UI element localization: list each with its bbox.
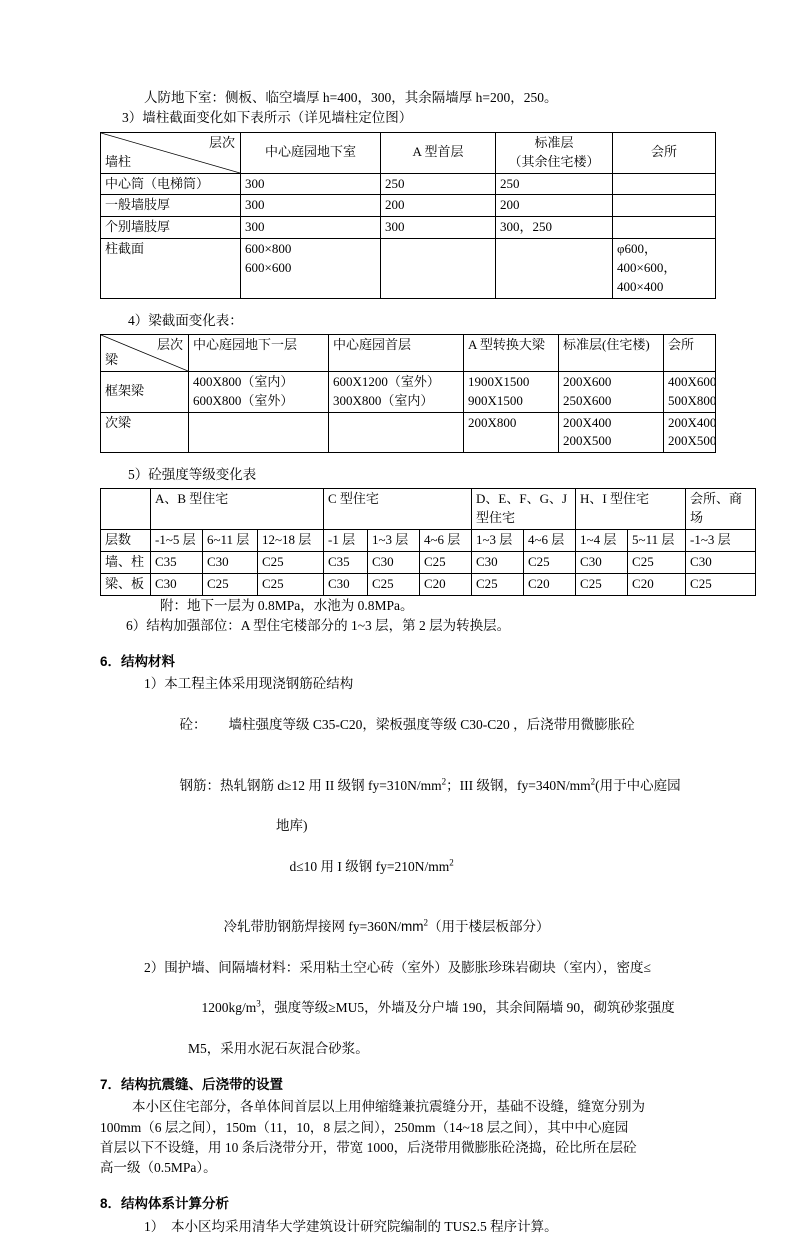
floor-cell: 1~3 层 [472, 530, 524, 552]
cell-special-standard: 300，250 [496, 217, 613, 239]
cell-secondary-transfer-l1: 200X800 [468, 414, 517, 430]
cell-frame-basement1-l2: 600X800（室外） [193, 392, 294, 408]
item-4-title: 4）梁截面变化表： [128, 312, 243, 328]
concrete-grade-table [100, 488, 756, 595]
grade-cell: C35 [151, 551, 203, 573]
grade-cell: C20 [420, 573, 472, 595]
rebar-line1-part-a: 热轧钢筋 d≥12 用 II 级钢 fy=310N/mm [220, 777, 442, 793]
row-label-wall-column: 墙、柱 [101, 551, 151, 573]
rebar-spec-line-1 [100, 755, 715, 816]
concrete-spec-label: 砼： [179, 716, 207, 732]
cell-column-basement-l1: 600×800 [245, 241, 292, 257]
row-label-floors: 层数 [101, 530, 151, 552]
grade-cell: C25 [258, 573, 324, 595]
item2-density-pre: 1200kg/m [201, 1000, 257, 1016]
floor-cell: 4~6 层 [524, 530, 576, 552]
row-label-secondary-beam: 次梁 [101, 412, 189, 453]
section-6-item-2-line-1: 2）围护墙、间隔墙材料：采用粘土空心砖（室外）及膨胀珍珠岩砌块（室内），密度≤ [144, 959, 651, 975]
table-floors-row [101, 530, 756, 552]
grade-cell: C25 [258, 551, 324, 573]
floor-cell: 5~11 层 [628, 530, 686, 552]
floor-cell: -1~3 层 [686, 530, 756, 552]
concrete-spec-text: 墙柱强度等级 C35-C20，梁板强度等级 C30-C20 ，后浇带用微膨胀砼 [228, 716, 635, 732]
rebar-line4-superscript: 2 [423, 917, 428, 928]
cell-frame-clubhouse-l1: 400X600 [668, 373, 717, 389]
grade-cell: C25 [576, 573, 628, 595]
cell-secondary-clubhouse [664, 412, 716, 453]
table-row [101, 239, 716, 299]
cell-secondary-basement1 [189, 412, 329, 453]
floor-cell: 6~11 层 [203, 530, 258, 552]
table-row [101, 195, 716, 217]
grade-cell: C20 [628, 573, 686, 595]
table-header-row [101, 132, 716, 173]
cell-general-standard: 200 [496, 195, 613, 217]
row-label-beam-slab: 梁、板 [101, 573, 151, 595]
section-7-number: 7． [100, 1077, 122, 1093]
section-6-number: 6． [100, 654, 122, 670]
cell-frame-clubhouse [664, 371, 716, 412]
cell-frame-transfer-l1: 1900X1500 [468, 373, 530, 389]
rebar-line4-part-a: 冷轧带肋钢筋焊接网 fy=360N/ [223, 919, 401, 935]
section-7-heading [100, 1075, 715, 1095]
section-7-paragraph-line-4: 高一级（0.5MPa）。 [100, 1160, 217, 1176]
cell-frame-standard [559, 371, 664, 412]
rebar-spec-label: 钢筋： [179, 777, 220, 793]
section-7-paragraph-line-3: 首层以下不设缝，用 10 条后浇带分开，带宽 1000，后浇带用微膨胀砼浇捣，砼比所在层砼 [100, 1139, 637, 1155]
table-header-row [101, 334, 716, 371]
cell-general-aground: 200 [381, 195, 496, 217]
item2-density-superscript: 3 [256, 998, 261, 1009]
cell-secondary-standard-l2: 200X500 [563, 433, 612, 449]
table-group-header-row [101, 489, 756, 530]
grade-cell: C20 [524, 573, 576, 595]
cell-special-aground: 300 [381, 217, 496, 239]
header-cell-standard-floor [496, 132, 613, 173]
cell-secondary-standard-l1: 200X400 [563, 414, 612, 430]
grade-cell: C25 [686, 573, 756, 595]
rebar-spec-line-4 [100, 897, 715, 958]
grade-cell: C30 [151, 573, 203, 595]
rebar-line4-part-c: （用于楼层板部分） [427, 919, 550, 935]
grade-cell: C30 [472, 551, 524, 573]
row-label-special-wall: 个别墙肢厚 [101, 217, 241, 239]
corner-top-label: 层次 [156, 336, 183, 352]
grade-cell: C25 [472, 573, 524, 595]
section-6-item-1: 1）本工程主体采用现浇钢筋砼结构 [144, 676, 354, 692]
section-7-paragraph-line-1: 本小区住宅部分，各单体间首层以上用伸缩缝兼抗震缝分开，基础不设缝，缝宽分别为 [132, 1099, 645, 1115]
grade-cell: C25 [628, 551, 686, 573]
section-8-title: 结构体系计算分析 [121, 1196, 230, 1212]
row-label-frame-beam: 框架梁 [101, 371, 189, 412]
cell-column-clubhouse [613, 239, 716, 299]
header-standard-sub: （其余住宅楼） [508, 153, 600, 169]
cell-general-basement: 300 [241, 195, 381, 217]
table-row [101, 573, 756, 595]
section-6-item-2-line-3: M5，采用水泥石灰混合砂浆。 [188, 1040, 369, 1056]
floor-cell: 1~3 层 [368, 530, 420, 552]
cell-frame-ground [329, 371, 464, 412]
section-6-item-2-line-2 [100, 978, 715, 1039]
cell-column-aground [381, 239, 496, 299]
header-cell-basement1: 中心庭园地下一层 [189, 334, 329, 371]
rebar-line1-superscript-1: 2 [441, 776, 447, 787]
cell-special-clubhouse [613, 217, 716, 239]
concrete-grade-table-wrapper [100, 488, 743, 595]
corner-bottom-label: 墙柱 [105, 153, 132, 169]
cell-frame-standard-l1: 200X600 [563, 373, 612, 389]
group-header-ab: A、B 型住宅 [151, 489, 324, 530]
cell-secondary-clubhouse-l1: 200X400 [668, 414, 717, 430]
section-8-heading [100, 1194, 715, 1214]
cell-general-clubhouse [613, 195, 716, 217]
floor-cell: 1~4 层 [576, 530, 628, 552]
rebar-line1-part-b: ；III 级钢，fy=340N/mm [446, 777, 591, 793]
item-5-title: 5）砼强度等级变化表 [128, 467, 257, 483]
corner-bottom-label: 梁 [105, 351, 119, 367]
beam-table-wrapper [100, 334, 715, 453]
cell-column-basement [241, 239, 381, 299]
rebar-line1-part-c: (用于中心庭园 [595, 777, 681, 793]
header-cell-a-ground: A 型首层 [381, 132, 496, 173]
corner-empty-cell [101, 489, 151, 530]
cell-frame-ground-l1: 600X1200（室外） [333, 373, 440, 389]
cell-column-clubhouse-l1: φ600，400×600， [617, 241, 677, 275]
group-header-hi: H、I 型住宅 [576, 489, 686, 530]
rebar-line1-superscript-2: 2 [590, 776, 596, 787]
cell-frame-standard-l2: 250X600 [563, 392, 612, 408]
section-8-number: 8． [100, 1196, 122, 1212]
wall-column-table [100, 132, 716, 299]
row-label-column-section: 柱截面 [101, 239, 241, 299]
cell-column-standard [496, 239, 613, 299]
floor-cell: -1~5 层 [151, 530, 203, 552]
grade-cell: C30 [686, 551, 756, 573]
section-7-title: 结构抗震缝、后浇带的设置 [121, 1077, 284, 1093]
header-standard-main: 标准层 [534, 134, 574, 150]
corner-top-label: 层次 [208, 134, 235, 150]
header-cell-clubhouse: 会所 [613, 132, 716, 173]
intro-paragraph: 人防地下室：侧板、临空墙厚 h=400，300，其余隔墙厚 h=200，250。 [144, 90, 558, 105]
row-label-core-tube: 中心筒（电梯筒） [101, 173, 241, 195]
corner-diagonal-cell [101, 132, 241, 173]
row-label-general-wall: 一般墙肢厚 [101, 195, 241, 217]
grade-cell: C25 [524, 551, 576, 573]
cell-core-standard: 250 [496, 173, 613, 195]
beam-table [100, 334, 716, 453]
cell-frame-transfer-l2: 900X1500 [468, 392, 523, 408]
concrete-spec-line [100, 695, 715, 756]
cell-column-basement-l2: 600×600 [245, 259, 292, 275]
header-cell-transfer-beam: A 型转换大梁 [464, 334, 559, 371]
grade-cell: C30 [324, 573, 368, 595]
table-row [101, 551, 756, 573]
header-cell-standard-residential: 标准层(住宅楼) [559, 334, 664, 371]
cell-secondary-standard [559, 412, 664, 453]
cell-core-clubhouse [613, 173, 716, 195]
rebar-spec-line-3 [100, 836, 715, 897]
header-cell-courtyard-ground: 中心庭园首层 [329, 334, 464, 371]
rebar-line3-part-a: d≤10 用 I 级钢 fy=210N/mm [289, 858, 450, 874]
rebar-line4-unit: mm [400, 919, 424, 935]
corner-diagonal-cell [101, 334, 189, 371]
header-cell-clubhouse: 会所 [664, 334, 716, 371]
grade-cell: C30 [203, 551, 258, 573]
cell-core-aground: 250 [381, 173, 496, 195]
item-3-title: 3）墙柱截面变化如下表所示（详见墙柱定位图） [122, 110, 413, 126]
section-7-paragraph-line-2: 100mm（6 层之间），150m（11，10，8 层之间），250mm（14~18 层之间），其中中心庭园 [100, 1119, 629, 1135]
grade-cell: C35 [324, 551, 368, 573]
group-header-clubhouse-mall: 会所、商场 [686, 489, 756, 530]
cell-frame-basement1 [189, 371, 329, 412]
cell-secondary-clubhouse-l2: 200X500 [668, 433, 717, 449]
section-8-item-1: 1） 本小区均采用清华大学建筑设计研究院编制的 TUS2.5 程序计算。 [144, 1218, 558, 1234]
section-6-heading [100, 652, 715, 672]
cell-frame-ground-l2: 300X800（室内） [333, 392, 434, 408]
header-cell-basement: 中心庭园地下室 [241, 132, 381, 173]
grade-cell: C25 [368, 573, 420, 595]
section-6-title: 结构材料 [121, 654, 176, 670]
table-row [101, 217, 716, 239]
cell-frame-transfer [464, 371, 559, 412]
cell-secondary-ground [329, 412, 464, 453]
cell-special-basement: 300 [241, 217, 381, 239]
floor-cell: -1 层 [324, 530, 368, 552]
grade-cell: C30 [576, 551, 628, 573]
cell-column-clubhouse-l2: 400×400 [617, 278, 664, 294]
rebar-spec-line-2: 地库) [276, 818, 308, 834]
floor-cell: 4~6 层 [420, 530, 472, 552]
table-row [101, 371, 716, 412]
cell-frame-clubhouse-l2: 500X800 [668, 392, 717, 408]
cell-core-basement: 300 [241, 173, 381, 195]
grade-cell: C30 [368, 551, 420, 573]
floor-cell: 12~18 层 [258, 530, 324, 552]
item2-density-post: ，强度等级≥MU5，外墙及分户墙 190，其余间隔墙 90，砌筑砂浆强度 [260, 1000, 675, 1016]
table-row [101, 173, 716, 195]
grade-cell: C25 [203, 573, 258, 595]
rebar-line3-superscript: 2 [449, 857, 454, 868]
grade-cell: C25 [420, 551, 472, 573]
item-6-reinforcement-position: 6）结构加强部位：A 型住宅楼部分的 1~3 层，第 2 层为转换层。 [126, 617, 511, 633]
group-header-c: C 型住宅 [324, 489, 472, 530]
group-header-defgj: D、E、F、G、J 型住宅 [472, 489, 576, 530]
table-row [101, 412, 716, 453]
wall-column-table-wrapper [100, 132, 715, 299]
note-after-concrete-table: 附：地下一层为 0.8MPa，水池为 0.8MPa。 [160, 597, 414, 613]
cell-secondary-transfer [464, 412, 559, 453]
cell-frame-basement1-l1: 400X800（室内） [193, 373, 294, 389]
